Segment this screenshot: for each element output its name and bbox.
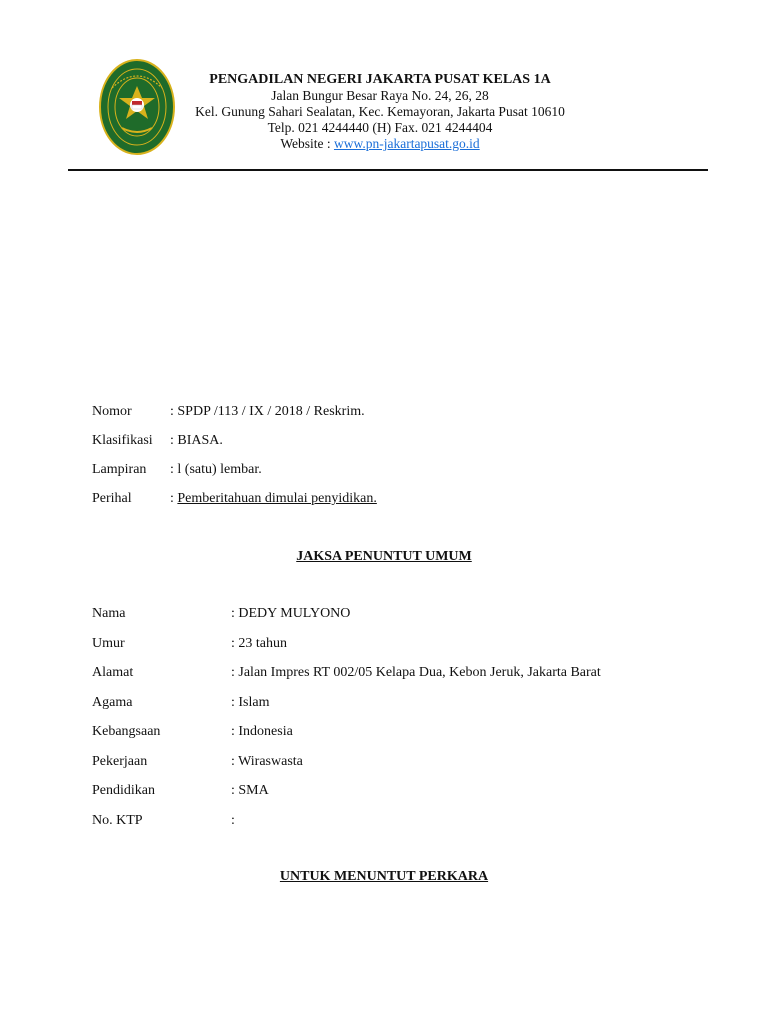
identity-label: Umur	[92, 635, 125, 651]
meta-value: : l (satu) lembar.	[170, 462, 262, 477]
meta-label: Klasifikasi	[92, 433, 153, 448]
identity-value: : Wiraswasta	[231, 753, 303, 769]
meta-label: Lampiran	[92, 462, 147, 477]
meta-value: : SPDP /113 / IX / 2018 / Reskrim.	[170, 404, 365, 419]
identity-label: Kebangsaan	[92, 724, 161, 739]
identity-value: : Indonesia	[231, 724, 293, 739]
letterhead	[180, 72, 580, 152]
address-line-1: Jalan Bungur Besar Raya No. 24, 26, 28	[271, 88, 489, 103]
meta-row-nomor	[92, 404, 692, 433]
identity-row-agama	[92, 695, 712, 725]
court-logo	[98, 58, 176, 156]
identity-value: :	[231, 812, 235, 828]
address-line-2: Kel. Gunung Sahari Sealatan, Kec. Kemayoran, Jakarta Pusat 10610	[195, 104, 565, 119]
identity-value: : Islam	[231, 694, 270, 710]
identity-label: Nama	[92, 606, 126, 621]
identity-label: Pendidikan	[92, 783, 155, 798]
subject-text: Pemberitahuan dimulai penyidikan.	[177, 491, 377, 506]
identity-row-kebangsaan	[92, 724, 712, 754]
letterhead-divider	[68, 169, 708, 171]
identity-label: Pekerjaan	[92, 753, 148, 769]
closing-heading: UNTUK MENUNTUT PERKARA	[279, 869, 489, 884]
recipient-heading: JAKSA PENUNTUT UMUM	[296, 549, 472, 564]
identity-row-umur	[92, 636, 712, 666]
meta-value-prefix: :	[170, 491, 178, 506]
suspect-identity	[92, 606, 712, 842]
identity-value: : Jalan Impres RT 002/05 Kelapa Dua, Kebon Jeruk, Jakarta Barat	[231, 665, 601, 680]
website-label: Website :	[280, 136, 334, 151]
meta-row-klasifikasi	[92, 433, 692, 462]
court-emblem-icon	[98, 58, 176, 156]
website-link[interactable]: www.pn-jakartapusat.go.id	[333, 136, 480, 151]
identity-label: Agama	[92, 694, 133, 710]
meta-label: Nomor	[92, 404, 132, 419]
identity-label: No. KTP	[92, 812, 143, 828]
identity-value: : SMA	[231, 783, 269, 798]
meta-label: Perihal	[92, 491, 132, 506]
meta-row-lampiran	[92, 462, 692, 491]
identity-row-pendidikan	[92, 783, 712, 813]
website-line	[180, 136, 580, 152]
identity-value: : 23 tahun	[231, 635, 287, 651]
identity-row-ktp	[92, 813, 712, 843]
meta-value	[170, 491, 377, 520]
meta-value: : BIASA.	[170, 433, 223, 448]
phone-line: Telp. 021 4244440 (H) Fax. 021 4244404	[267, 120, 493, 135]
identity-row-pekerjaan	[92, 754, 712, 784]
institution-name: PENGADILAN NEGERI JAKARTA PUSAT KELAS 1A	[209, 72, 551, 87]
identity-row-nama	[92, 606, 712, 636]
identity-row-alamat	[92, 665, 712, 695]
identity-value: : DEDY MULYONO	[231, 606, 351, 621]
identity-label: Alamat	[92, 665, 134, 680]
letter-metadata	[92, 404, 692, 520]
meta-row-perihal	[92, 491, 692, 520]
